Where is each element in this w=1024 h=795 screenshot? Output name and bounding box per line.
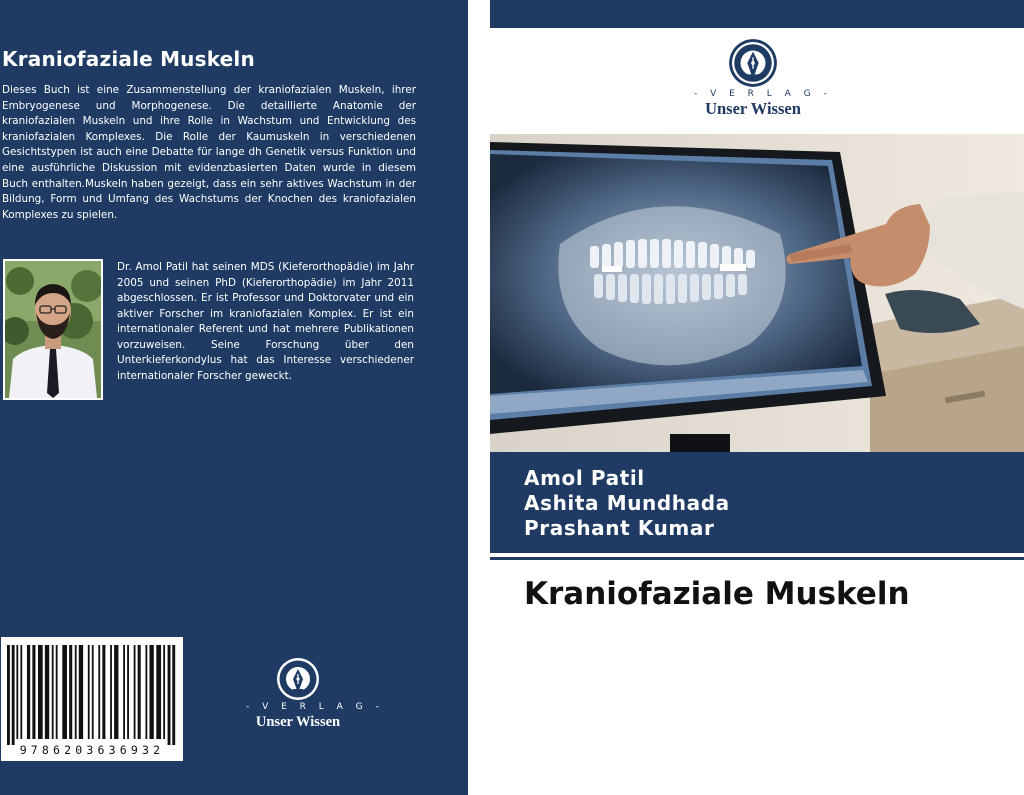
barcode-bar xyxy=(27,645,30,739)
author-photo xyxy=(3,259,103,400)
barcode-bar xyxy=(75,645,77,739)
barcode-bar xyxy=(45,645,49,739)
front-publisher-logo xyxy=(694,38,832,122)
cover-photo-xray-monitor xyxy=(490,134,1024,452)
barcode-bar xyxy=(92,645,94,739)
front-cover-title: Kraniofaziale Muskeln xyxy=(524,576,910,612)
publisher-verlag-label: - V E R L A G - xyxy=(694,89,832,99)
barcode-bar xyxy=(156,645,161,739)
barcode-bar xyxy=(52,645,54,739)
back-publisher-logo xyxy=(246,657,384,731)
barcode-bar xyxy=(62,645,67,739)
barcode-bars xyxy=(1,637,183,745)
publisher-name: Unser Wissen xyxy=(705,99,801,118)
barcode-bar xyxy=(138,645,141,739)
back-cover-title: Kraniofaziale Muskeln xyxy=(2,47,255,71)
barcode-bar xyxy=(56,645,58,739)
author-band xyxy=(490,452,1024,553)
barcode-bar xyxy=(102,645,105,739)
barcode-bar xyxy=(20,645,22,739)
barcode-bar xyxy=(145,645,147,739)
front-top-band xyxy=(490,0,1024,28)
barcode-bar xyxy=(123,645,125,739)
back-cover xyxy=(0,0,468,795)
barcode-bar xyxy=(110,645,112,739)
isbn-number: 9786203636932 xyxy=(19,743,165,757)
spine xyxy=(468,0,490,795)
publisher-name: Unser Wissen xyxy=(255,714,341,730)
xray-monitor-image xyxy=(490,134,1024,452)
front-cover xyxy=(490,0,1024,795)
title-rule xyxy=(490,557,1024,560)
barcode-bar xyxy=(114,645,118,739)
barcode-bar xyxy=(172,645,175,745)
author-name-3: Prashant Kumar xyxy=(524,516,715,540)
barcode-bar xyxy=(127,645,129,739)
back-cover-blurb: Dieses Buch ist eine Zusammenstellung der kraniofazialen Muskeln, ihrer Embryogenese und Morphogenese. Die detaillierte Anatomie der kraniofazialen Muskeln und ihre Rolle in Wachstum und Entwicklung des kraniofazialen Komplexes. Die Rolle der Kaumuskeln in verschiedenen Gesichtstypen ist auch eine Debatte für lange dh Genetik versus Funktion und eine ausführliche Diskussion mit evidenzbasierten Daten wurde in diesem Buch enthalten.Muskeln haben gezeigt, dass ein sehr aktives Wachstum in der Bildung, Form und Umfang des Wachstums der Knochen des kraniofazialen Komplexes zu spielen. xyxy=(2,84,416,221)
barcode-bar xyxy=(69,645,72,739)
barcode-bar xyxy=(79,645,83,739)
publisher-seal-icon xyxy=(728,38,778,88)
author-portrait-image xyxy=(5,261,101,398)
isbn-barcode xyxy=(1,637,183,761)
barcode-bar xyxy=(134,645,136,739)
barcode-bar xyxy=(16,645,18,739)
barcode-bar xyxy=(88,645,90,739)
barcode-bar xyxy=(98,645,100,739)
barcode-bar xyxy=(38,645,43,739)
publisher-verlag-label: - V E R L A G - xyxy=(246,702,384,712)
barcode-bar xyxy=(32,645,35,739)
publisher-seal-icon xyxy=(276,657,320,701)
author-bio: Dr. Amol Patil hat seinen MDS (Kieferorthopädie) im Jahr 2005 und seinen PhD (Kieferorthopädie) im Jahr 2011 abgeschlossen. Er ist Professor und Doktorvater und ein aktiver Forscher im kraniofazialen Komplex. Er ist ein internationaler Referent und hat mehrere Publikationen vorzuweisen. Seine Forschung über den Unterkieferkondylus hat das Interesse verschiedener internationaler Forscher geweckt. xyxy=(117,261,414,382)
barcode-bar xyxy=(7,645,10,745)
barcode-bar xyxy=(163,645,165,739)
author-name-2: Ashita Mundhada xyxy=(524,491,730,515)
barcode-bar xyxy=(149,645,153,739)
barcode-bar xyxy=(12,645,15,745)
author-name-1: Amol Patil xyxy=(524,466,645,490)
barcode-bar xyxy=(168,645,171,745)
